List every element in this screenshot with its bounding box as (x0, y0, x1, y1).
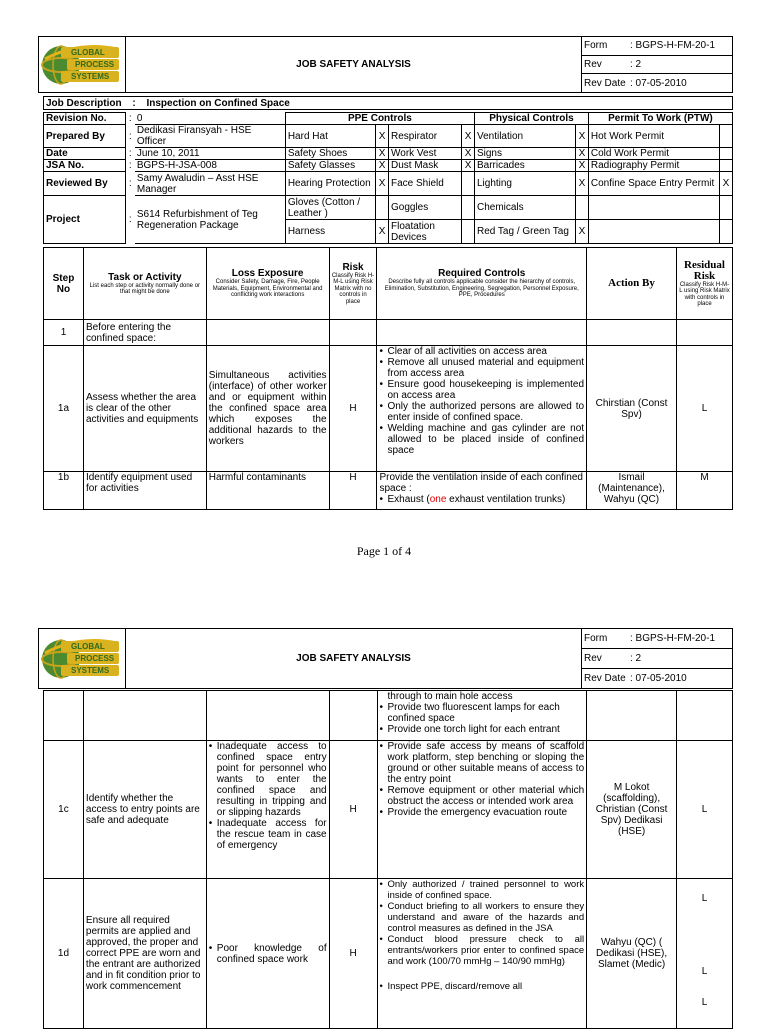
rev-value: : 2 (628, 55, 733, 74)
jsa-table-page-2 (43, 690, 733, 1029)
ptw-item: Confine Space Entry Permit (588, 172, 719, 196)
loss-exposure-list (209, 741, 327, 851)
jsa-table-page-1 (43, 247, 733, 510)
revision-label: Revision No. (44, 113, 126, 125)
col-action: Action By (587, 248, 677, 320)
required-controls-list (380, 879, 585, 992)
task-text: Ensure all required permits are applied and approved, the proper and correct PPE are worn and the entrant are authorized and in fit condition prior to work commencement (83, 879, 206, 1029)
table-row (44, 472, 733, 510)
form-label: Form (582, 37, 629, 56)
ptw-item: Cold Work Permit (588, 148, 719, 160)
colon: : (128, 148, 132, 159)
list-item: • Provide two fluorescent lamps for each confined space (388, 702, 585, 724)
colon: : (128, 178, 132, 189)
logo-line-1: GLOBAL (71, 48, 105, 57)
ppe-item: Work Vest (389, 148, 462, 160)
ppe-mark (462, 172, 475, 196)
table-row (44, 320, 733, 346)
required-controls-list (379, 346, 584, 456)
rev-label: Rev (582, 55, 629, 74)
ppe-mark: X (376, 172, 389, 196)
physical-mark (576, 196, 589, 220)
list-item (387, 494, 584, 505)
ppe-item: Dust Mask (389, 160, 462, 172)
rev-label: Rev (582, 649, 629, 669)
date-label: Date (44, 148, 126, 160)
ppe-mark (462, 196, 475, 220)
info-controls-table (43, 112, 733, 244)
ptw-item (588, 220, 719, 244)
ppe-item: Hearing Protection (285, 172, 375, 196)
table-row (44, 346, 733, 472)
table-row (44, 691, 733, 741)
rev-date-value: : 07-05-2010 (628, 74, 733, 93)
colon: : (128, 160, 132, 171)
risk-rating: H (329, 879, 377, 1029)
ppe-item: Respirator (389, 125, 462, 148)
action-by: M Lokot (scaffolding), Christian (Const Spv) Dedikasi (HSE) (587, 741, 677, 879)
action-by: Wahyu (QC) ( Dedikasi (HSE), Slamet (Medic) (587, 879, 677, 1029)
ptw-mark (720, 160, 733, 172)
list-item: • Only authorized / trained personnel to work inside of confined space. (388, 879, 585, 901)
ppe-mark: X (462, 148, 475, 160)
ppe-item: Floatation Devices (389, 220, 462, 244)
ptw-item (588, 196, 719, 220)
page-footer: Page 1 of 4 (356, 544, 412, 558)
list-item: • Only the authorized persons are allowed to enter inside of confined space. (387, 401, 584, 423)
control-text: through to main hole access (387, 691, 513, 702)
list-item: • Provide one torch light for each entrant (388, 724, 585, 735)
colon: : (128, 113, 132, 124)
ptw-header: Permit To Work (PTW) (588, 113, 732, 125)
rev-date-label: Rev Date (582, 74, 629, 93)
residual-risk: L (701, 893, 708, 904)
col-loss-desc: Consider Safety, Damage, Fire, People Materials, Equipment, Environmental and conflicting work interactions (212, 279, 323, 299)
ptw-mark: X (720, 172, 733, 196)
physical-mark: X (576, 148, 589, 160)
ptw-item: Hot Work Permit (588, 125, 719, 148)
ptw-item: Radiography Permit (588, 160, 719, 172)
physical-mark: X (576, 172, 589, 196)
step-no: 1a (44, 346, 84, 472)
rev-date-value: : 07-05-2010 (628, 669, 733, 689)
control-text: exhaust ventilation trunks) (446, 494, 566, 505)
action-by: Chirstian (Const Spv) (587, 346, 677, 472)
job-description: Inspection on Confined Space (146, 97, 290, 109)
list-item: • Welding machine and gas cylinder are not allowed to be placed inside of confined space (387, 423, 584, 456)
risk-rating: H (329, 472, 377, 510)
list-item: • Clear of all activities on access area (387, 346, 584, 357)
company-logo (39, 37, 126, 93)
list-item: • Provide the emergency evacuation route (388, 807, 585, 818)
form-value: : BGPS-H-FM-20-1 (628, 629, 733, 649)
risk-rating: H (329, 741, 377, 879)
form-label: Form (582, 629, 629, 649)
ppe-item: Hard Hat (285, 125, 375, 148)
col-task-desc: List each step or activity normally done or that might be done (89, 282, 201, 295)
document-title: JOB SAFETY ANALYSIS (126, 629, 582, 689)
required-controls-list (380, 702, 585, 735)
rev-value: : 2 (628, 649, 733, 669)
job-description-label: Job Description (46, 97, 122, 109)
list-item: • Inspect PPE, discard/remove all (388, 981, 585, 992)
ppe-mark: X (376, 125, 389, 148)
col-loss: Loss Exposure (231, 268, 304, 280)
ppe-mark: X (462, 160, 475, 172)
reviewed-by-label: Reviewed By (44, 172, 126, 196)
list-item: • Remove equipment or other material which obstruct the access or intended work area (388, 785, 585, 807)
list-item: • Inadequate access to confined space entry point for personnel who wants to enter the confined space and resulting in tripping and or slipping hazards (217, 741, 327, 818)
company-logo (39, 629, 126, 689)
ppe-item: Gloves (Cotton / Leather ) (285, 196, 375, 220)
job-description-row (43, 96, 733, 110)
residual-risk: L (677, 741, 733, 879)
document-header (38, 628, 733, 689)
document-header (38, 36, 733, 93)
list-item: • Provide safe access by means of scaffold work platform, step benching or sloping the ground or other suitable means of access to the entry point (388, 741, 585, 785)
logo-line-2: PROCESS (75, 60, 115, 69)
col-risk: Risk (342, 261, 364, 273)
loss-exposure: Simultaneous activities (interface) of other worker and or equipment within the confined space area which exposes the additional hazards to the workers (206, 346, 329, 472)
ppe-mark (462, 220, 475, 244)
revision-value: 0 (135, 113, 285, 125)
logo-line-3: SYSTEMS (71, 72, 110, 81)
physical-item: Chemicals (474, 196, 575, 220)
project-label: Project (44, 196, 126, 244)
physical-mark: X (576, 160, 589, 172)
col-risk-desc: Classify Risk H-M-L using Risk Matrix with no controls in place (331, 272, 375, 305)
physical-item: Barricades (474, 160, 575, 172)
step-no: 1b (44, 472, 84, 510)
list-item: • Poor knowledge of confined space work (217, 943, 327, 965)
physical-item: Ventilation (474, 125, 575, 148)
reviewed-by-value: Samy Awaludin – Asst HSE Manager (135, 172, 285, 196)
step-no: 1c (44, 741, 84, 879)
project-value: S614 Refurbishment of Teg Regeneration Package (135, 196, 285, 244)
colon: : (128, 214, 132, 225)
logo-line-2: PROCESS (75, 654, 115, 663)
task-text: Before entering the confined space: (83, 320, 206, 346)
logo-line-3: SYSTEMS (71, 666, 110, 675)
highlight-text: one (429, 494, 447, 505)
rev-date-label: Rev Date (582, 669, 629, 689)
prepared-by-value: Dedikasi Firansyah - HSE Officer (135, 125, 285, 148)
jsa-label: JSA No. (44, 160, 126, 172)
ppe-mark: X (376, 148, 389, 160)
list-item: • Remove all unused material and equipment from access area (387, 357, 584, 379)
col-residual-desc: Classify Risk H-M-L using Risk Matrix with controls in place (679, 281, 730, 307)
table-row (44, 741, 733, 879)
physical-controls-header: Physical Controls (474, 113, 588, 125)
ppe-item: Face Shield (389, 172, 462, 196)
list-item: • Conduct briefing to all workers to ensure they understand and aware of the hazards and control measures as defined in the JSA (388, 901, 585, 934)
physical-item: Signs (474, 148, 575, 160)
step-no: 1 (44, 320, 84, 346)
ppe-mark: X (376, 220, 389, 244)
required-controls-list (380, 741, 585, 818)
ptw-mark (720, 220, 733, 244)
physical-mark: X (576, 220, 589, 244)
col-task: Task or Activity (108, 271, 182, 283)
table-row (44, 879, 733, 1029)
task-text: Identify whether the access to entry points are safe and adequate (83, 741, 206, 879)
control-text: Exhaust ( (387, 494, 430, 505)
ppe-mark (376, 196, 389, 220)
list-item: • Ensure good housekeeping is implemented on access area (387, 379, 584, 401)
physical-item: Red Tag / Green Tag (474, 220, 575, 244)
residual-risk: L (701, 997, 708, 1008)
job-description-sep: : (132, 97, 136, 109)
residual-risk: M (676, 472, 732, 510)
step-no: 1d (44, 879, 84, 1029)
physical-mark: X (576, 125, 589, 148)
ppe-item: Harness (285, 220, 375, 244)
ppe-controls-header: PPE Controls (285, 113, 474, 125)
ppe-mark: X (462, 125, 475, 148)
col-step: Step No (44, 248, 84, 320)
list-item: • Conduct blood pressure check to all entrants/workers prior enter to confined space and work (100/70 mmHg – 140/90 mmHg) (388, 934, 585, 967)
loss-exposure: Harmful contaminants (206, 472, 329, 510)
ppe-item: Goggles (389, 196, 462, 220)
ptw-mark (720, 125, 733, 148)
logo-line-1: GLOBAL (71, 642, 105, 651)
residual-risk: L (701, 966, 708, 977)
ppe-item: Safety Shoes (285, 148, 375, 160)
col-residual: Residual Risk (684, 258, 725, 282)
col-required: Required Controls (438, 268, 526, 280)
action-by: Ismail (Maintenance), Wahyu (QC) (587, 472, 677, 510)
jsa-value: BGPS-H-JSA-008 (135, 160, 285, 172)
ptw-mark (720, 148, 733, 160)
date-value: June 10, 2011 (135, 148, 285, 160)
list-item: • Inadequate access for the rescue team in case of emergency (217, 818, 327, 851)
prepared-by-label: Prepared By (44, 125, 126, 148)
ppe-mark: X (376, 160, 389, 172)
ppe-item: Safety Glasses (285, 160, 375, 172)
colon: : (128, 130, 132, 142)
col-required-desc: Describe fully all controls applicable consider the hierarchy of controls, Elimination, Substitution, Engineering, Segregation, Personnel Exposure, PPE, Procedures (384, 279, 579, 299)
ptw-mark (720, 196, 733, 220)
form-value: : BGPS-H-FM-20-1 (628, 37, 733, 56)
loss-exposure-list (209, 943, 327, 965)
document-title: JOB SAFETY ANALYSIS (126, 37, 582, 93)
physical-item: Lighting (474, 172, 575, 196)
task-text: Assess whether the area is clear of the other activities and equipments (83, 346, 206, 472)
risk-rating: H (329, 346, 377, 472)
task-text: Identify equipment used for activities (83, 472, 206, 510)
control-text: Provide the ventilation inside of each confined space : (379, 472, 583, 494)
required-controls-list (379, 494, 584, 505)
residual-risk: L (676, 346, 732, 472)
